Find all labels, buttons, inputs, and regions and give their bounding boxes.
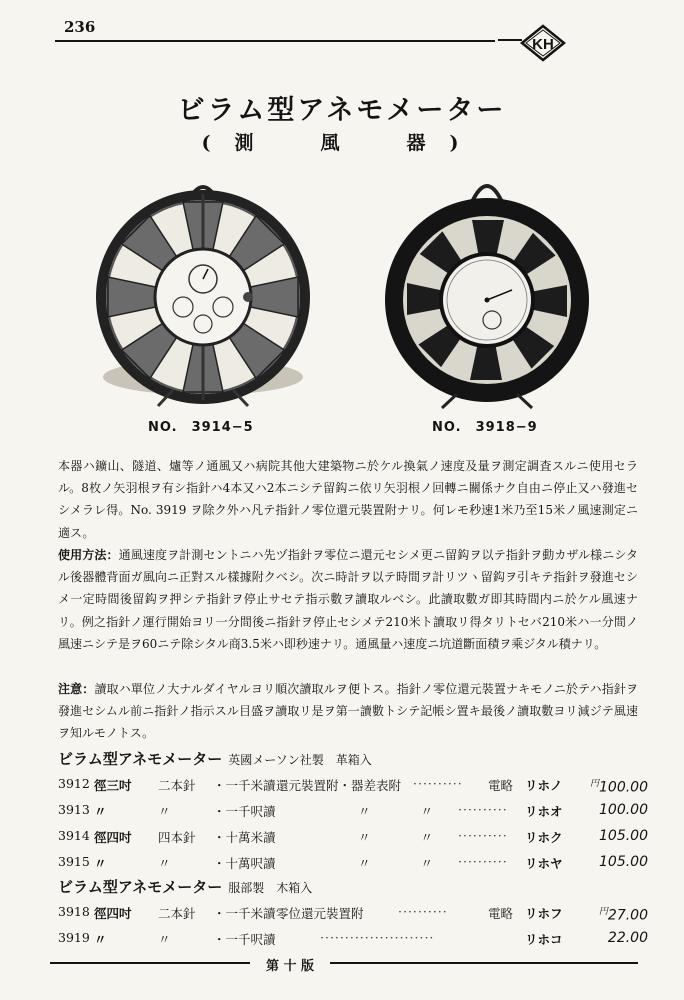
item-diameter: 〃 <box>94 932 107 947</box>
product-row-3919 <box>58 930 648 952</box>
item-diameter: 徑四吋 <box>94 830 132 845</box>
item-number: 3918 <box>58 904 90 919</box>
item-reading: ・十萬呎讀 <box>213 856 276 871</box>
leader-dots: ·········· <box>413 776 463 791</box>
usage-label: 使用方法： <box>58 548 119 562</box>
item-reading: ・一千米讀 <box>213 906 276 921</box>
item-hands: 四本針 <box>158 830 196 845</box>
item-number: 3915 <box>58 854 90 869</box>
item-diameter: 〃 <box>94 856 107 871</box>
item-price <box>590 776 648 796</box>
note-label: 注意： <box>58 682 95 696</box>
section-title-text: ビラム型アネモメーター <box>58 878 223 896</box>
page-title: ビラム型アネモメーター <box>177 95 507 126</box>
anemometer-3914-image <box>88 172 318 412</box>
logo-text: KH <box>532 36 554 53</box>
item-hands: 〃 <box>158 804 171 819</box>
item-price: 105.00 <box>599 854 648 870</box>
section-subtitle: 服部製 木箱入 <box>228 881 313 895</box>
leader-dots: ······················· <box>320 930 435 945</box>
code-label: 電略 <box>488 906 514 921</box>
telegraph-code: リホク <box>525 830 563 845</box>
section-title-hattori <box>58 876 312 897</box>
kh-logo <box>498 23 588 63</box>
product-row-3918 <box>58 904 648 926</box>
caption-3914: NO. 3914−5 <box>148 420 254 435</box>
item-price: 100.00 <box>599 802 648 818</box>
product-row-3915 <box>58 854 648 876</box>
item-reading: ・一千呎讀 <box>213 932 276 947</box>
telegraph-code: リホコ <box>525 932 563 947</box>
product-row-3912 <box>58 776 648 798</box>
leader-dots: ·········· <box>458 854 508 869</box>
currency-mark: 円 <box>598 907 608 917</box>
section-title-text: ビラム型アネモメーター <box>58 750 223 768</box>
item-reading: ・一千米讀 <box>213 778 276 793</box>
description-paragraph: 本器ハ鑛山、隧道、爐等ノ通風又ハ病院其他大建築物ニ於ケル換氣ノ速度及量ヲ測定調査スルニ使用セラル。8枚ノ矢羽根ヲ有シ指針ハ4本又ハ2本ニシテ留鈎ニ依リ矢羽根ノ回轉ニ關係ナク自由ニ停止又ハ發進セシメラレ得。No. 3919 ヲ除ク外ハ凡テ指針ノ零位還元裝置附ナリ。何レモ秒速1米乃至15米ノ風速測定ニ適ス。 <box>58 459 638 540</box>
item-price <box>599 904 648 924</box>
edition-label: 第 十 版 <box>250 955 330 974</box>
page-number: 236 <box>64 18 96 36</box>
section-title-mason <box>58 748 372 769</box>
usage-paragraph <box>58 544 638 655</box>
item-price: 22.00 <box>607 930 648 946</box>
price-value: 27.00 <box>607 907 648 924</box>
item-hands: 〃 <box>158 932 171 947</box>
leader-dots: ·········· <box>458 828 508 843</box>
item-hands: 〃 <box>158 856 171 871</box>
telegraph-code: リホオ <box>525 804 563 819</box>
item-diameter: 徑四吋 <box>94 906 132 921</box>
item-number: 3914 <box>58 828 90 843</box>
item-hands: 二本針 <box>158 778 196 793</box>
item-number: 3912 <box>58 776 90 791</box>
product-row-3914 <box>58 828 648 850</box>
telegraph-code: リホヤ <box>525 856 563 871</box>
item-hands: 二本針 <box>158 906 196 921</box>
leader-dots: ·········· <box>398 904 448 919</box>
footer-rule-left <box>50 962 260 964</box>
telegraph-code: リホフ <box>525 906 563 921</box>
item-diameter: 徑三吋 <box>94 778 132 793</box>
item-feature: 〃 〃 <box>358 830 434 845</box>
price-value: 100.00 <box>599 779 648 796</box>
code-label: 電略 <box>488 778 514 793</box>
item-feature: 〃 〃 <box>358 804 434 819</box>
currency-mark: 円 <box>589 779 599 789</box>
item-feature: 還元裝置附・器差表附 <box>276 778 402 793</box>
footer-rule-right <box>320 962 638 964</box>
header-rule <box>55 40 495 42</box>
anemometer-3918-image <box>372 172 602 412</box>
telegraph-code: リホノ <box>525 778 563 793</box>
item-diameter: 〃 <box>94 804 107 819</box>
item-reading: ・十萬米讀 <box>213 830 276 845</box>
product-row-3913 <box>58 802 648 824</box>
page-subtitle: (測 風 器) <box>201 132 483 154</box>
item-number: 3919 <box>58 930 90 945</box>
caption-3918: NO. 3918−9 <box>432 420 538 435</box>
leader-dots: ·········· <box>458 802 508 817</box>
note-paragraph <box>58 678 638 745</box>
item-feature: 〃 〃 <box>358 856 434 871</box>
note-text: 讀取ハ單位ノ大ナルダイヤルヨリ順次讀取ルヲ便トス。指針ノ零位還元裝置ナキモノニ於テハ指針ヲ發進セシムル前ニ指針ノ指示スル目盛ヲ讀取リ是ヲ第一讀數トシテ記帳シ置キ最後ノ讀取數ヨリ減ジテ風速ヲ知ルモノトス。 <box>58 682 638 741</box>
item-number: 3913 <box>58 802 90 817</box>
item-feature: 零位還元裝置附 <box>276 906 364 921</box>
section-subtitle: 英國メーソン社製 革箱入 <box>228 753 372 767</box>
item-reading: ・一千呎讀 <box>213 804 276 819</box>
usage-text: 通風速度ヲ計測セントニハ先ヅ指針ヲ零位ニ還元セシメ更ニ留鈎ヲ以テ指針ヲ動カザル様ニシタル後器體背面ガ風向ニ正對スル樣據附クベシ。次ニ時計ヲ以テ時間ヲ計リツヽ留鈎ヲ引キテ指針ヲ發進セシメ一定時間後留鈎ヲ押シテ指針ヲ停止サセテ指示數ヲ讀取ルベシ。此讀取數ガ即其時間内ニ於ケル風速ナリ。例之指針ノ運行開始ヨリ一分間後ニ指針ヲ停止セシメテ210米ト讀取リ得タリトセバ210米ハ一分間ノ風速ニシテ是ヲ60ニテ除シタル商3.5米ハ即秒速ナリ。通風量ハ速度ニ坑道斷面積ヲ乘ジタル積ナリ。 <box>58 548 638 651</box>
item-price: 105.00 <box>599 828 648 844</box>
